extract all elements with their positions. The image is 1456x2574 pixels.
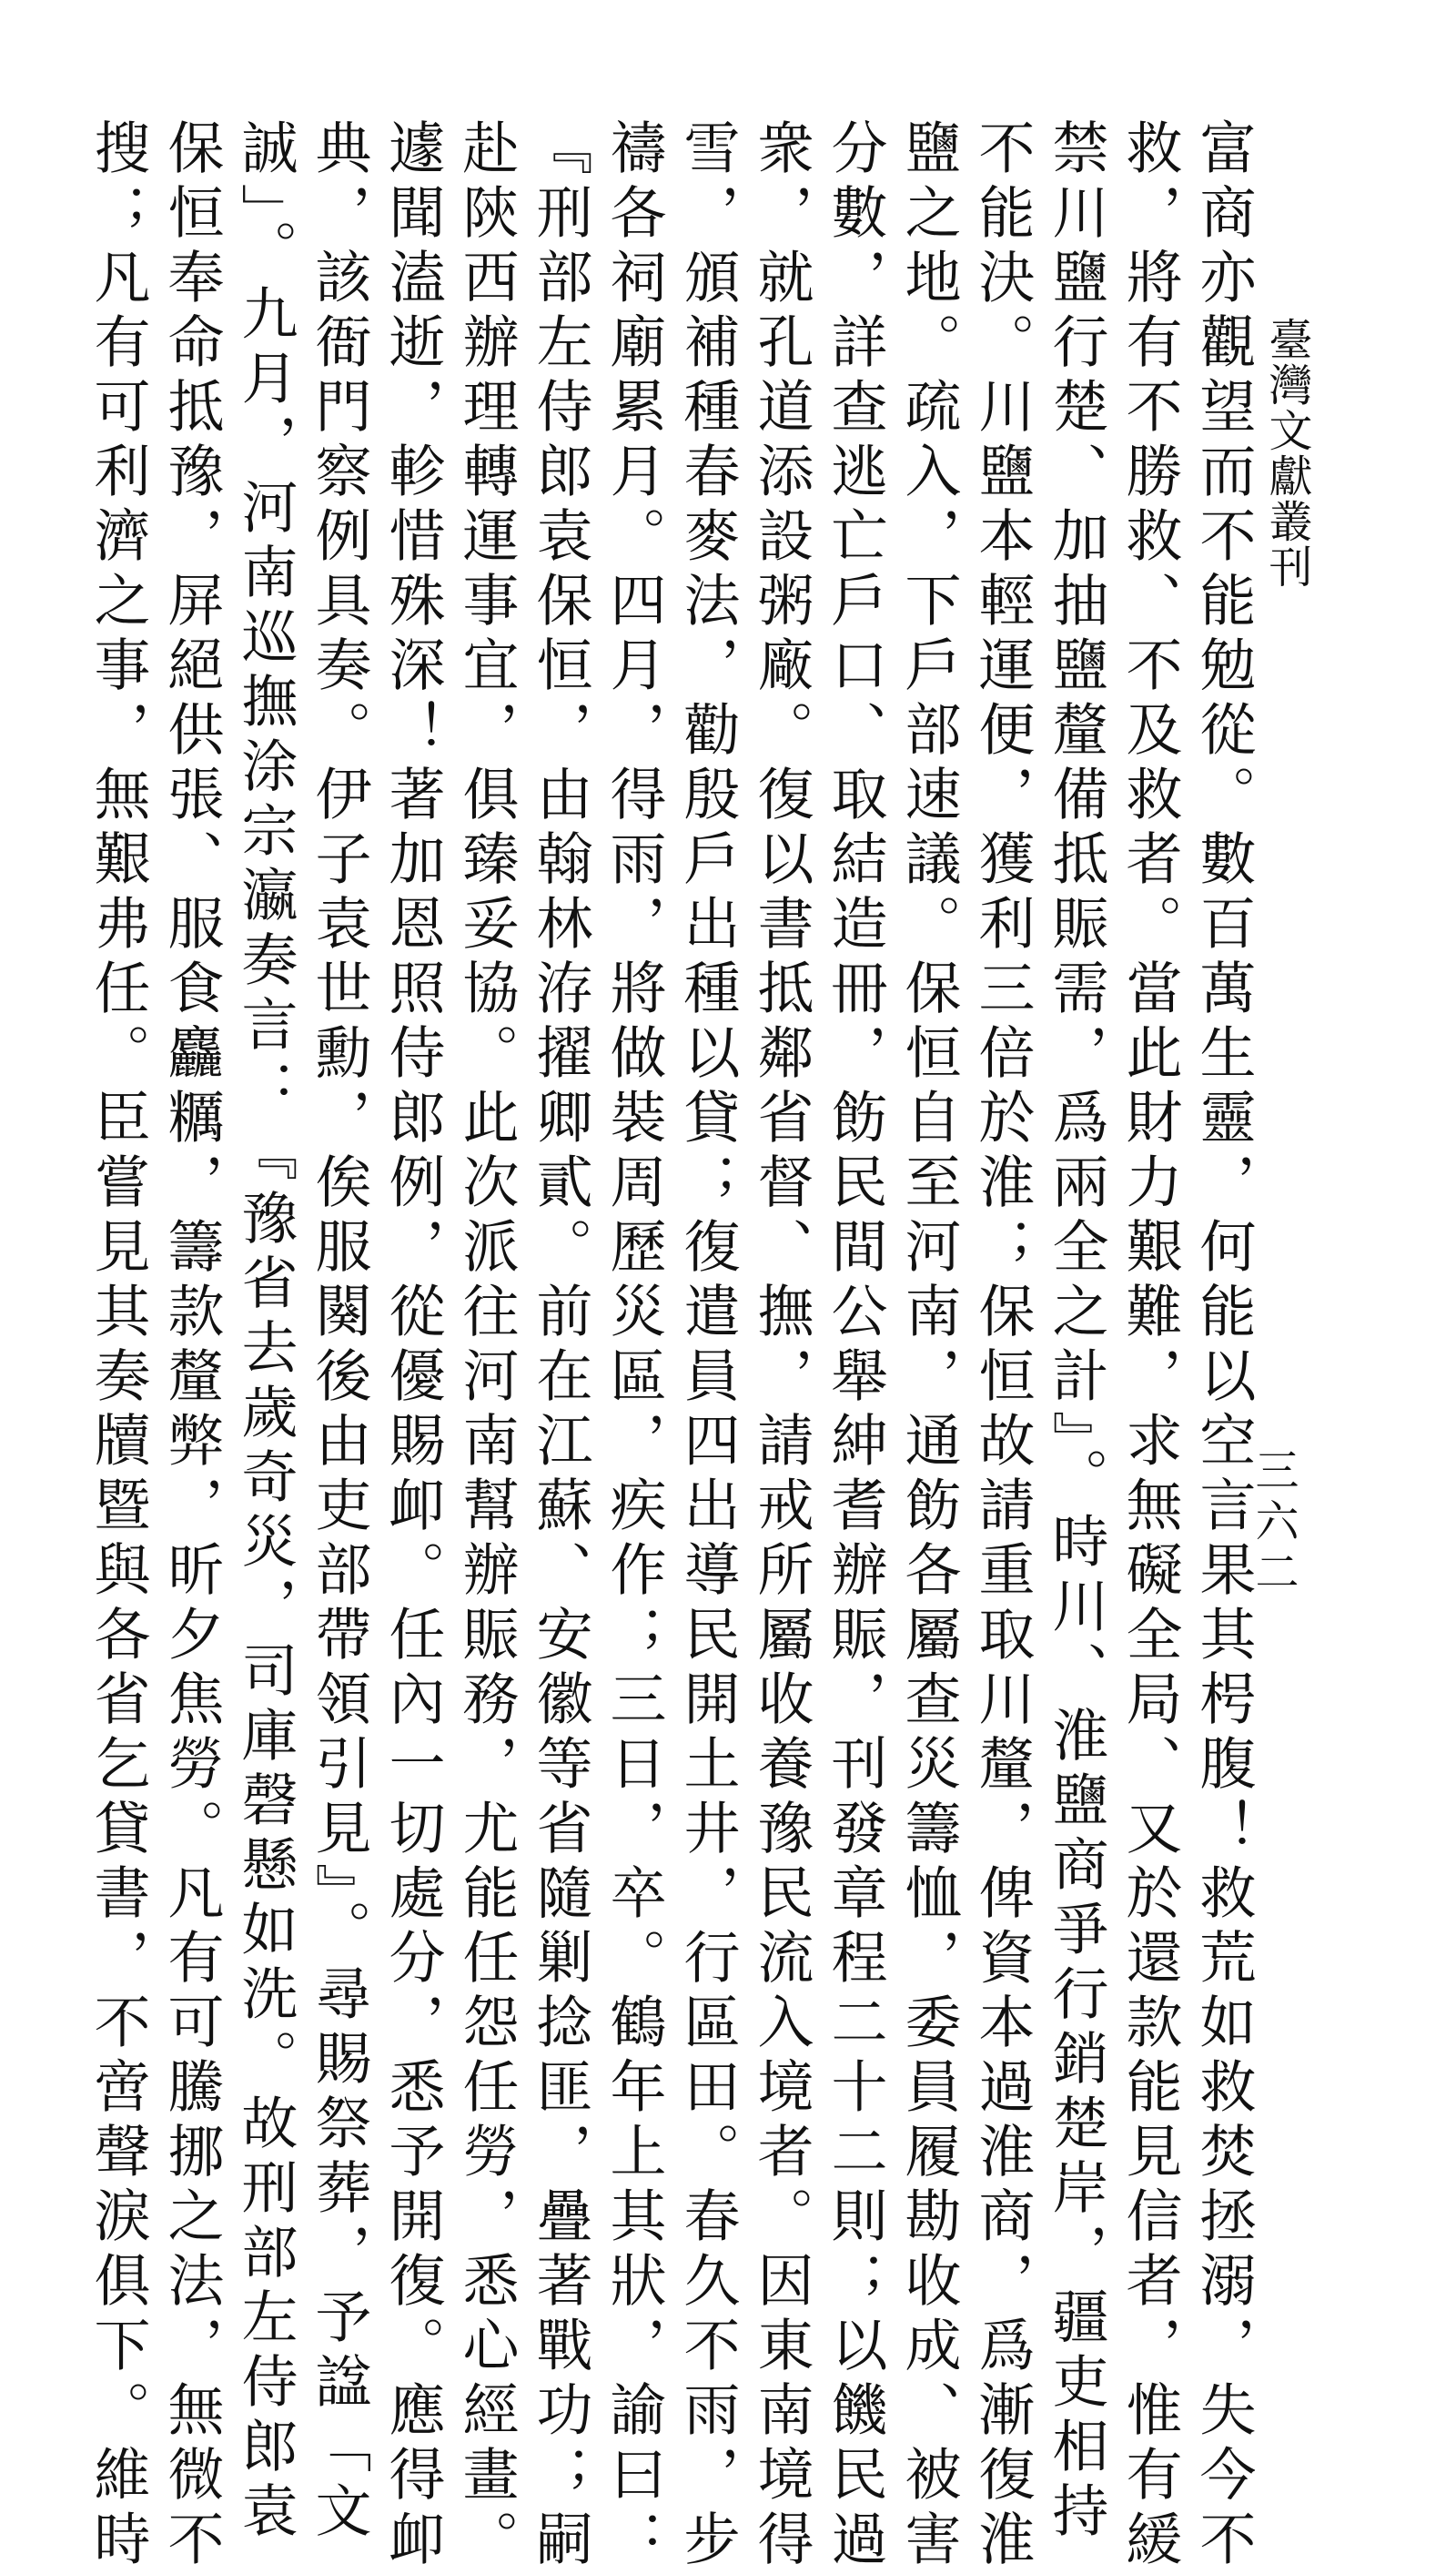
text-column: 『刑部左侍郎袁保恒，由翰林洊擢卿貳。前在江蘇、安徽等省隨剿捻匪，疊著戰功；嗣 xyxy=(527,118,593,2574)
text-column: 典，該衙門察例具奏。伊子袁世勳，俟服闋後由吏部帶領引見』。尋賜祭葬，予諡「文 xyxy=(306,118,372,2546)
text-column: 赴陝西辦理轉運事宜，俱臻妥協。此次派往河南幫辦賑務，尤能任怨任勞，悉心經畫。 xyxy=(453,118,520,2574)
text-column: 雪，頒補種春麥法，勸殷戶出種以貸；復遣員四出導民開土井，行區田。春久不雨，步 xyxy=(674,118,741,2574)
text-column: 保恒奉命抵豫，屏絕供張、服食麤糲，籌款釐弊，昕夕焦勞。凡有可騰挪之法，無微不 xyxy=(158,118,225,2574)
page-number: 三六二 xyxy=(1248,1447,1299,1600)
text-column: 禱各祠廟累月。四月，得雨，將做裝周歷災區，疾作；三日，卒。鶴年上其狀，諭曰： xyxy=(601,118,667,2574)
text-column: 富商亦觀望而不能勉從。數百萬生靈，何能以空言果其枵腹！救荒如救焚拯溺，失今不 xyxy=(1190,118,1257,2574)
text-column: 搜；凡有可利濟之事，無艱弗任。臣嘗見其奏牘暨與各省乞貸書，不啻聲淚俱下。維時 xyxy=(85,118,151,2574)
text-column: 分數，詳查逃亡戶口、取結造冊，飭民間公舉紳耆辦賑，刊發章程二十二則；以饑民過 xyxy=(822,118,888,2574)
text-column: 遽聞溘逝，軫惜殊深！著加恩照侍郎例，從優賜卹。任內一切處分，悉予開復。應得卹 xyxy=(379,118,446,2574)
text-column: 衆，就孔道添設粥廠。復以書抵鄰省督、撫，請戒所屬收養豫民流入境者。因東南境得 xyxy=(748,118,814,2574)
text-column: 鹽之地。疏入，下戶部速議。保恒自至河南，通飭各屬查災籌恤，委員履勘收成、被害 xyxy=(895,118,962,2574)
text-column: 禁川鹽行楚、加抽鹽釐備抵賑需，爲兩全之計』。時川、淮鹽商爭行銷楚岸，疆吏相持 xyxy=(1043,118,1109,2546)
body-text xyxy=(85,118,1260,2574)
running-head: 臺灣文獻叢刊 xyxy=(1261,317,1312,590)
text-column: 誠」。九月，河南巡撫涂宗瀛奏言：『豫省去歲奇災，司庫磬懸如洗。故刑部左侍郎袁 xyxy=(232,118,298,2546)
text-column: 不能決。川鹽本輕運便，獲利三倍於淮；保恒故請重取川釐，俾資本過淮商，爲漸復淮 xyxy=(969,118,1036,2574)
text-column: 救，將有不勝救、不及救者。當此財力艱難，求無礙全局、又於還款能見信者，惟有緩 xyxy=(1117,118,1183,2574)
